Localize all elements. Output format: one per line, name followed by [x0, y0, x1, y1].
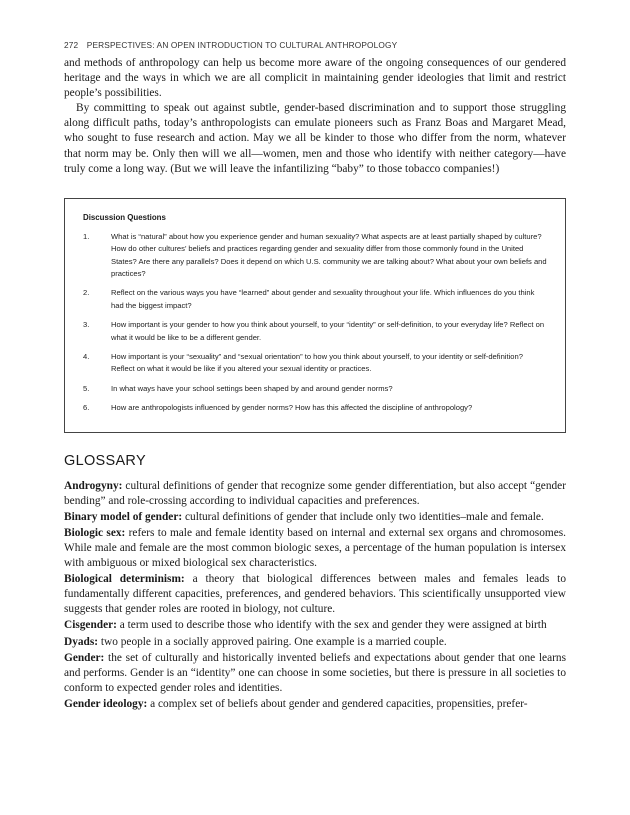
discussion-question	[83, 231, 547, 281]
glossary-definition: cultural definitions of gender that include only two identities–male and female.	[182, 510, 544, 523]
question-text: How are anthropologists influenced by gender norms? How has this affected the discipline of anthropology?	[111, 403, 473, 413]
glossary-definition: the set of culturally and historically invented beliefs and expectations about gender that one learns and performs. Gender is an “identity” one can choose in some societies, but there is pressure in all societies to conform to expected gender roles and identities.	[64, 651, 566, 694]
glossary-term: Binary model of gender:	[64, 510, 183, 523]
discussion-question	[83, 287, 547, 312]
question-text: What is “natural” about how you experience gender and human sexuality? What aspects are at least partially shaped by culture? How do other cultures’ beliefs and practices regarding gender and sexuality differ from those commonly found in the United States? Are there any parallels? Does it depend on which U.S. community we are talking about? What about your own beliefs and practices?	[111, 231, 547, 278]
glossary-term: Gender:	[64, 651, 105, 664]
discussion-questions-box	[64, 198, 566, 433]
glossary-definition: two people in a socially approved pairing. One example is a married couple.	[98, 635, 447, 648]
question-number: 6.	[83, 403, 90, 413]
glossary-term: Dyads:	[64, 635, 99, 648]
glossary-term: Biological determinism:	[64, 573, 185, 586]
glossary-definition: a theory that biological differences between males and females leads to fundamentally different capacities, preferences, and gendered behaviors. This scientifically unsupported view suggests that gender roles are rooted in biology, not culture.	[64, 573, 566, 616]
page-number: 272	[64, 40, 79, 50]
glossary-entry	[64, 526, 566, 571]
glossary-definition: a complex set of beliefs about gender and gendered capacities, propensities, prefer-	[147, 697, 528, 710]
question-text: Reflect on the various ways you have “learned” about gender and sexuality throughout your life. Which influences do you think had the biggest impact?	[111, 288, 535, 310]
glossary-term: Androgyny:	[64, 479, 123, 492]
discussion-question	[83, 383, 547, 395]
body-paragraph: By committing to speak out against subtle, gender-based discrimination and to support those struggling along difficult paths, today’s anthropologists can emulate pioneers such as Franz Boas and Margaret Mead, who sought to fuse research and action. May we all be kinder to those who differ from the norm, whatever that norm may be. Only then will we all—women, men and those who identify with neither category—have truly come a long way. (But we will leave the infantilizing “baby” to those tobacco companies!)	[64, 102, 566, 175]
discussion-question	[83, 319, 547, 344]
glossary-entry	[64, 618, 566, 633]
glossary-entry	[64, 651, 566, 696]
question-number: 5.	[83, 383, 90, 393]
glossary-definition: refers to male and female identity based on internal and external sex organs and chromosomes. While male and female are the most common biologic sexes, a percentage of the human population is intersex with ambiguous or mixed biological sex characteristics.	[64, 526, 566, 570]
glossary-definition: cultural definitions of gender that recognize some gender differentiation, but also accept “gender bending” and role-crossing according to individual capacities and preferences.	[64, 479, 566, 507]
glossary-term: Biologic sex:	[64, 526, 126, 539]
glossary-entry	[64, 510, 566, 525]
discussion-title: Discussion Questions	[83, 212, 166, 222]
question-number: 1.	[83, 231, 90, 241]
glossary-heading: GLOSSARY	[64, 452, 146, 469]
question-number: 2.	[83, 288, 90, 298]
running-header	[64, 40, 566, 50]
book-title: PERSPECTIVES: AN OPEN INTRODUCTION TO CULTURAL ANTHROPOLOGY	[86, 40, 398, 50]
question-number: 3.	[83, 320, 90, 330]
question-text: How important is your “sexuality” and “sexual orientation” to how you think about yourself, to your identity or self-definition? Reflect on what it would be like if you altered your sexual identity or practices.	[111, 352, 523, 374]
question-text: How important is your gender to how you think about yourself, to your “identity” or self-definition, to your everyday life? Reflect on what it would be like to be a different gender.	[111, 320, 545, 342]
discussion-list	[83, 231, 547, 415]
glossary-entry	[64, 635, 566, 650]
glossary-entry	[64, 697, 566, 712]
glossary-entry	[64, 479, 566, 509]
question-text: In what ways have your school settings been shaped by and around gender norms?	[111, 383, 393, 393]
body-paragraph: and methods of anthropology can help us become more aware of the ongoing consequences of our gendered heritage and the ways in which we are all complicit in maintaining gender ideologies that limit and restrict people’s possibilities.	[64, 57, 566, 100]
glossary-term: Cisgender:	[64, 619, 117, 632]
glossary-definition: a term used to describe those who identify with the sex and gender they were assigned at birth	[116, 619, 547, 632]
discussion-question	[83, 351, 547, 376]
glossary-entry	[64, 572, 566, 617]
discussion-question	[83, 402, 547, 414]
question-number: 4.	[83, 352, 90, 361]
glossary-term: Gender ideology:	[64, 697, 148, 710]
